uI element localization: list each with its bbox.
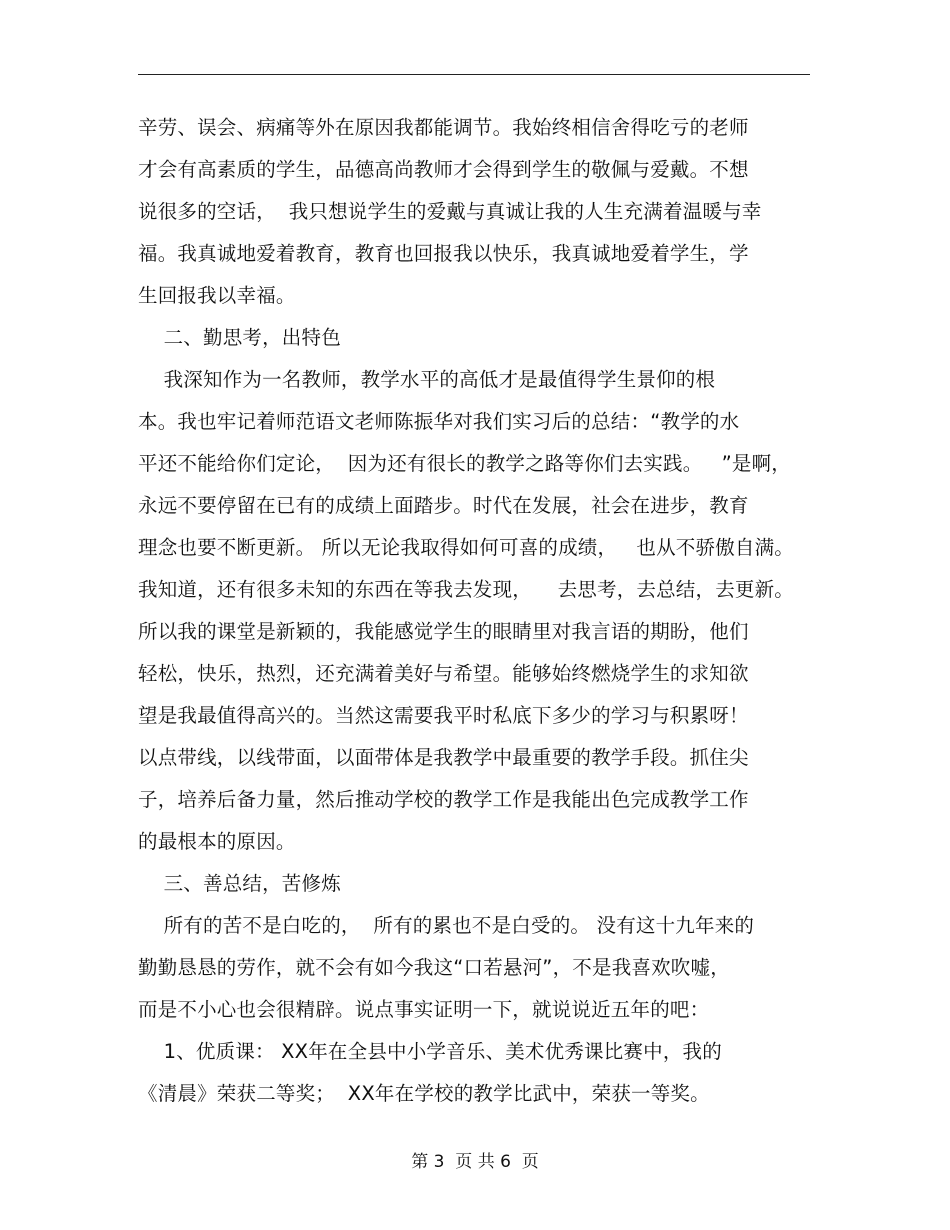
text-line: 辛劳、误会、病痛等外在原因我都能调节。我始终相信舍得吃亏的老师 (138, 116, 749, 139)
text-line: 理念也要不断更新。 所以无论我取得如何可喜的成绩， 也从不骄傲自满。 (138, 536, 794, 559)
section-heading: 三、善总结，苦修炼 (138, 872, 341, 895)
text-line: 生回报我以幸福。 (138, 284, 296, 307)
text-line: 所有的苦不是白吃的， 所有的累也不是白受的。 没有这十九年来的 (138, 914, 755, 937)
text-line: 我知道，还有很多未知的东西在等我去发现， 去思考，去总结，去更新。 (138, 578, 794, 601)
text-line: 1、优质课： XX年在全县中小学音乐、美术优秀课比赛中，我的 (138, 1040, 722, 1063)
text-line: 说很多的空话， 我只想说学生的爱戴与真诚让我的人生充满着温暖与幸 (138, 200, 762, 223)
text-line: 平还不能给你们定论， 因为还有很长的教学之路等你们去实践。 ”是啊， (138, 452, 791, 475)
text-line: 以点带线，以线带面，以面带体是我教学中最重要的教学手段。抓住尖 (138, 746, 749, 769)
text-line: 而是不小心也会很精辟。说点事实证明一下，就说说近五年的吧： (138, 998, 710, 1021)
text-line: 《清晨》荣获二等奖； XX年在学校的教学比武中，荣获一等奖。 (138, 1082, 710, 1105)
section-heading: 二、勤思考，出特色 (138, 326, 341, 349)
text-line: 永远不要停留在已有的成绩上面踏步。时代在发展，社会在进步，教育 (138, 494, 749, 517)
text-line: 我深知作为一名教师，教学水平的高低才是最值得学生景仰的根 (138, 368, 716, 391)
text-line: 才会有高素质的学生，品德高尚教师才会得到学生的敬佩与爱戴。不想 (138, 158, 749, 181)
page-number: 第 3 页 共 6 页 (411, 1152, 539, 1172)
text-line: 的最根本的原因。 (138, 830, 296, 853)
text-line: 所以我的课堂是新颖的，我能感觉学生的眼睛里对我言语的期盼，他们 (138, 620, 749, 643)
text-line: 望是我最值得高兴的。当然这需要我平时私底下多少的学习与积累呀！ (138, 704, 749, 727)
text-line: 本。我也牢记着师范语文老师陈振华对我们实习后的总结：“教学的水 (138, 410, 740, 433)
text-line: 轻松，快乐，热烈，还充满着美好与希望。能够始终燃烧学生的求知欲 (138, 662, 749, 685)
text-line: 子，培养后备力量，然后推动学校的教学工作是我能出色完成教学工作 (138, 788, 749, 811)
header-rule (138, 74, 810, 75)
text-line: 勤勤恳恳的劳作，就不会有如今我这“口若悬河”，不是我喜欢吹嘘， (138, 956, 730, 979)
text-line: 福。我真诚地爱着教育，教育也回报我以快乐，我真诚地爱着学生，学 (138, 242, 749, 265)
